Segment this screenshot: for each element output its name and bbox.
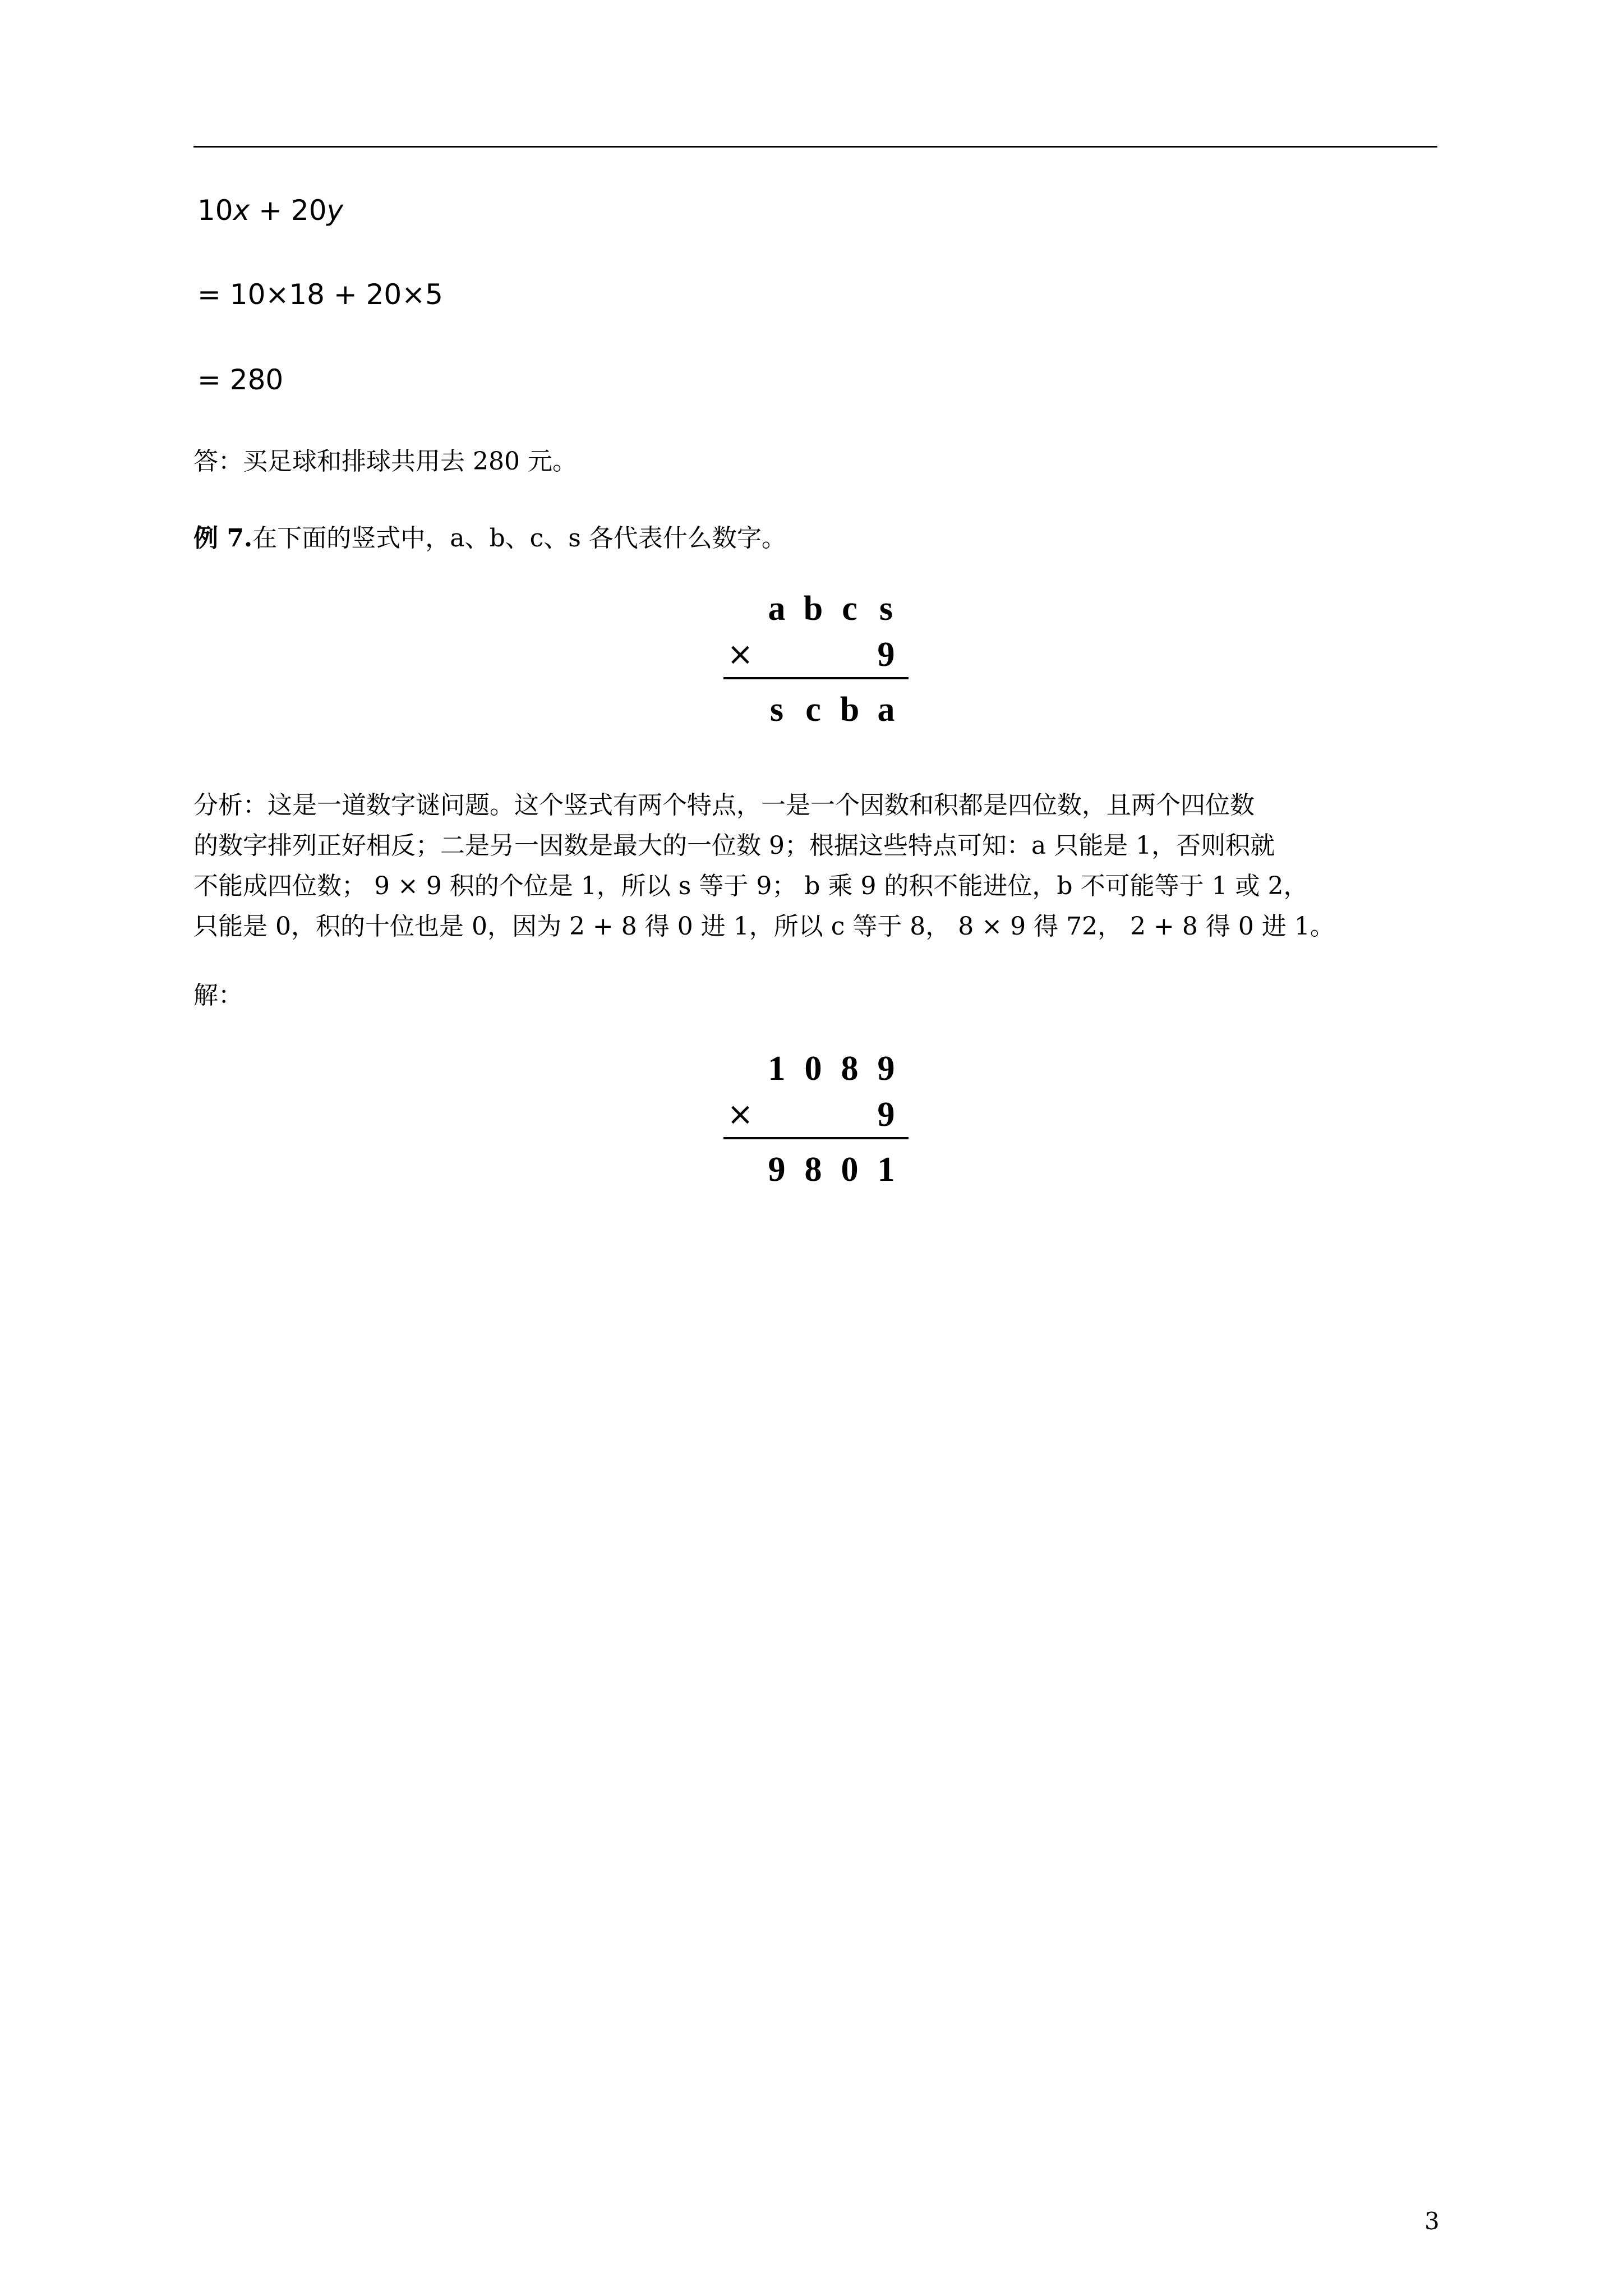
- puzzle-digit: s: [769, 691, 784, 729]
- equation-line-3: = 280: [197, 364, 284, 396]
- answer-text: 答：买足球和排球共用去 280 元。: [193, 447, 577, 476]
- equation-line-1: 10x + 20y: [197, 194, 344, 227]
- puzzle-digit: b: [803, 590, 823, 628]
- solution-digit: 1: [768, 1050, 786, 1088]
- solution-digit: 0: [804, 1050, 822, 1088]
- solution-multiplier: 9: [877, 1096, 895, 1134]
- puzzle-multiplicand-row: [723, 589, 909, 628]
- puzzle-vertical-multiplication: [723, 589, 909, 729]
- solution-digit: 9: [768, 1151, 786, 1189]
- solution-product-row: [723, 1150, 909, 1189]
- puzzle-product-row: [723, 690, 909, 729]
- multiply-sign: ×: [727, 1096, 754, 1133]
- analysis-line: 的数字排列正好相反；二是另一因数是最大的一位数 9；根据这些特点可知：a 只能是 1，否则积就: [193, 831, 1275, 860]
- page-number: 3: [1424, 2207, 1440, 2235]
- puzzle-multiplier-row: [723, 635, 909, 674]
- analysis-paragraph: [193, 785, 1444, 947]
- puzzle-digit: c: [842, 590, 857, 628]
- header-rule: [193, 146, 1437, 148]
- solution-multiplicand-row: [723, 1049, 909, 1088]
- analysis-line: 分析：这是一道数字谜问题。这个竖式有两个特点，一是一个因数和积都是四位数，且两个四位数: [193, 791, 1255, 820]
- puzzle-digit: b: [840, 691, 860, 729]
- solution-digit: 9: [877, 1050, 895, 1088]
- solution-digit: 8: [841, 1050, 859, 1088]
- solution-digit: 0: [841, 1151, 859, 1189]
- analysis-line: 只能是 0，积的十位也是 0，因为 2 + 8 得 0 进 1，所以 c 等于 8， 8 × 9 得 72， 2 + 8 得 0 进 1。: [193, 912, 1335, 941]
- solution-vertical-multiplication: [723, 1049, 909, 1189]
- puzzle-digit: s: [879, 590, 893, 628]
- puzzle-result-line: [723, 677, 909, 679]
- puzzle-digit: a: [768, 590, 786, 628]
- example-label: 例 7.: [193, 524, 253, 553]
- example-heading: [193, 522, 786, 555]
- solution-digit: 1: [877, 1151, 895, 1189]
- solution-multiplier-row: [723, 1095, 909, 1134]
- equation-line-2: = 10×18 + 20×5: [197, 278, 443, 311]
- analysis-line: 不能成四位数； 9 × 9 积的个位是 1，所以 s 等于 9； b 乘 9 的积不能进位，b 不可能等于 1 或 2，: [193, 872, 1308, 900]
- multiply-sign: ×: [727, 636, 754, 673]
- puzzle-multiplier: 9: [877, 636, 895, 674]
- solution-label: 解：: [193, 981, 243, 1010]
- example-text: 在下面的竖式中，a、b、c、s 各代表什么数字。: [252, 524, 786, 553]
- puzzle-digit: c: [805, 691, 821, 729]
- solution-result-line: [723, 1137, 909, 1139]
- solution-digit: 8: [804, 1151, 822, 1189]
- puzzle-digit: a: [877, 691, 895, 729]
